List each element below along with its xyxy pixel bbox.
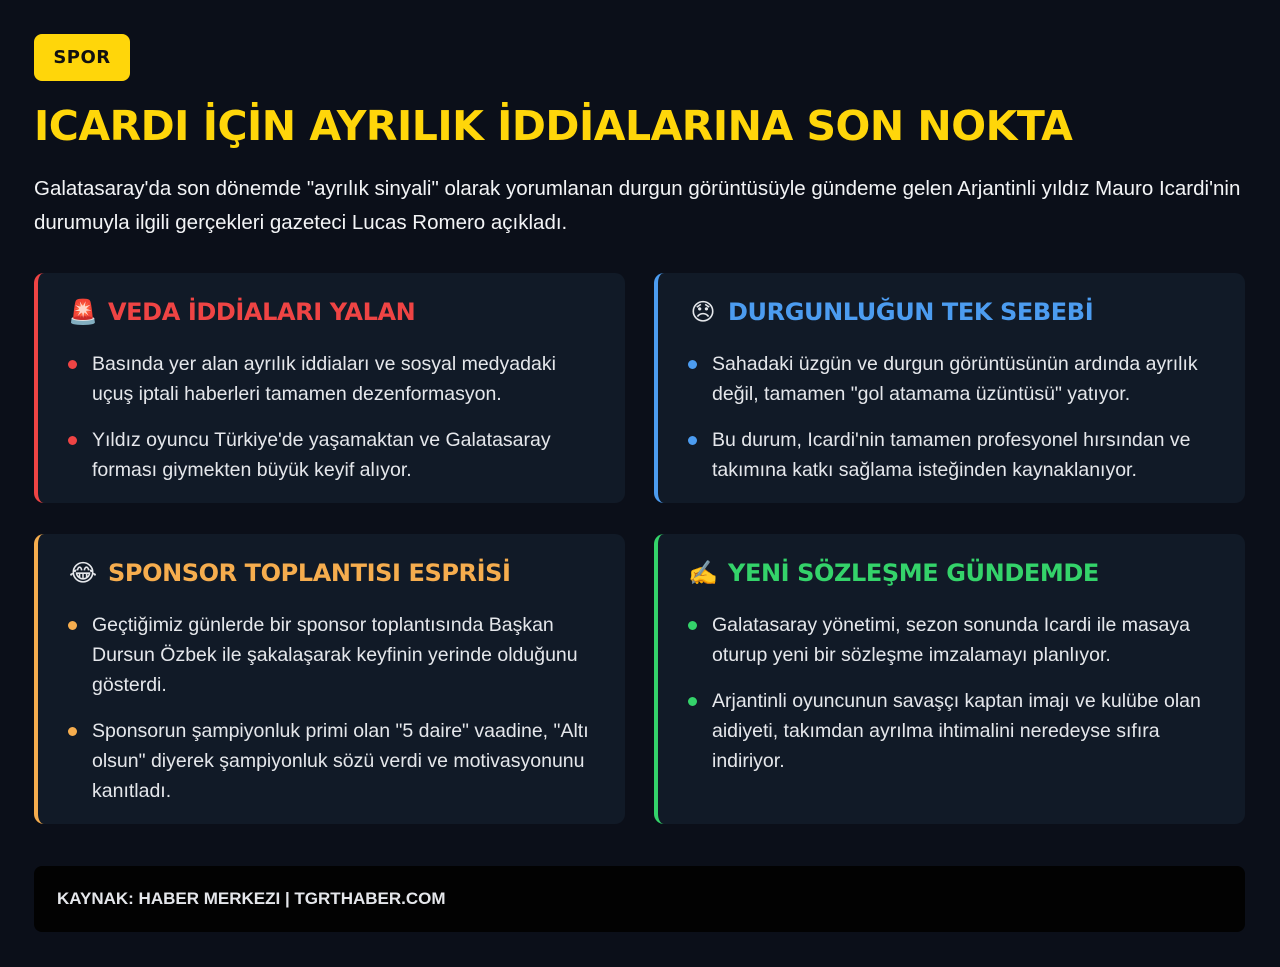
card-durgunlugun-sebebi: [654, 273, 1245, 503]
lead-paragraph: Galatasaray'da son dönemde "ayrılık sinyali" olarak yorumlanan durgun görüntüsüyle gündeme gelen Arjantinli yıldız Mauro Icardi'nin durumuyla ilgili gerçekleri gazeteci Lucas Romero açıkladı.: [34, 177, 1241, 234]
bullet-dot-icon: [688, 360, 697, 369]
laughing-face-icon: 😂: [68, 559, 98, 587]
sad-face-icon: 😞: [690, 298, 716, 326]
list-item: Galatasaray yönetimi, sezon sonunda Icardi ile masaya oturup yeni bir sözleşme imzalamayı planlıyor.: [688, 610, 1221, 670]
bullet-dot-icon: [688, 436, 697, 445]
bullet-dot-icon: [68, 727, 77, 736]
card-title: SPONSOR TOPLANTISI ESPRİSİ: [108, 559, 511, 587]
bullet-dot-icon: [68, 621, 77, 630]
bullet-dot-icon: [68, 436, 77, 445]
card-veda-iddialari: [34, 273, 625, 503]
card-title: YENİ SÖZLEŞME GÜNDEMDE: [728, 559, 1099, 587]
list-item: Basında yer alan ayrılık iddiaları ve sosyal medyadaki uçuş iptali haberleri tamamen dezenformasyon.: [68, 349, 601, 409]
list-item: Sahadaki üzgün ve durgun görüntüsünün ardında ayrılık değil, tamamen "gol atamama üzüntüsü" yatıyor.: [688, 349, 1221, 409]
card-yeni-sozlesme: [654, 534, 1245, 824]
list-item: Arjantinli oyuncunun savaşçı kaptan imajı ve kulübe olan aidiyeti, takımdan ayrılma ihtimalini neredeyse sıfıra indiriyor.: [688, 686, 1221, 776]
bullet-dot-icon: [68, 360, 77, 369]
source-footer: KAYNAK: HABER MERKEZI | TGRTHABER.COM: [34, 866, 1245, 932]
list-item: Bu durum, Icardi'nin tamamen profesyonel hırsından ve takımına katkı sağlama isteğinden kaynaklanıyor.: [688, 425, 1221, 485]
card-title: VEDA İDDİALARI YALAN: [108, 298, 416, 326]
bullet-list: [688, 349, 1221, 485]
police-light-icon: 🚨: [68, 298, 98, 326]
category-badge: SPOR: [34, 34, 130, 81]
bullet-list: [68, 349, 601, 485]
writing-hand-icon: ✍️: [688, 559, 718, 587]
bullet-dot-icon: [688, 697, 697, 706]
list-item: Geçtiğimiz günlerde bir sponsor toplantısında Başkan Dursun Özbek ile şakalaşarak keyfinin yerinde olduğunu gösterdi.: [68, 610, 601, 700]
bullet-list: [688, 610, 1221, 776]
bullet-list: [68, 610, 601, 806]
list-item: Yıldız oyuncu Türkiye'de yaşamaktan ve Galatasaray forması giymekten büyük keyif alıyor.: [68, 425, 601, 485]
card-title: DURGUNLUĞUN TEK SEBEBİ: [728, 298, 1094, 326]
list-item: Sponsorun şampiyonluk primi olan "5 daire" vaadine, "Altı olsun" diyerek şampiyonluk sözü verdi ve motivasyonunu kanıtladı.: [68, 716, 601, 806]
card-sponsor-toplantisi: [34, 534, 625, 824]
bullet-dot-icon: [688, 621, 697, 630]
headline: ICARDI İÇİN AYRILIK İDDİALARINA SON NOKTA: [34, 102, 1073, 150]
